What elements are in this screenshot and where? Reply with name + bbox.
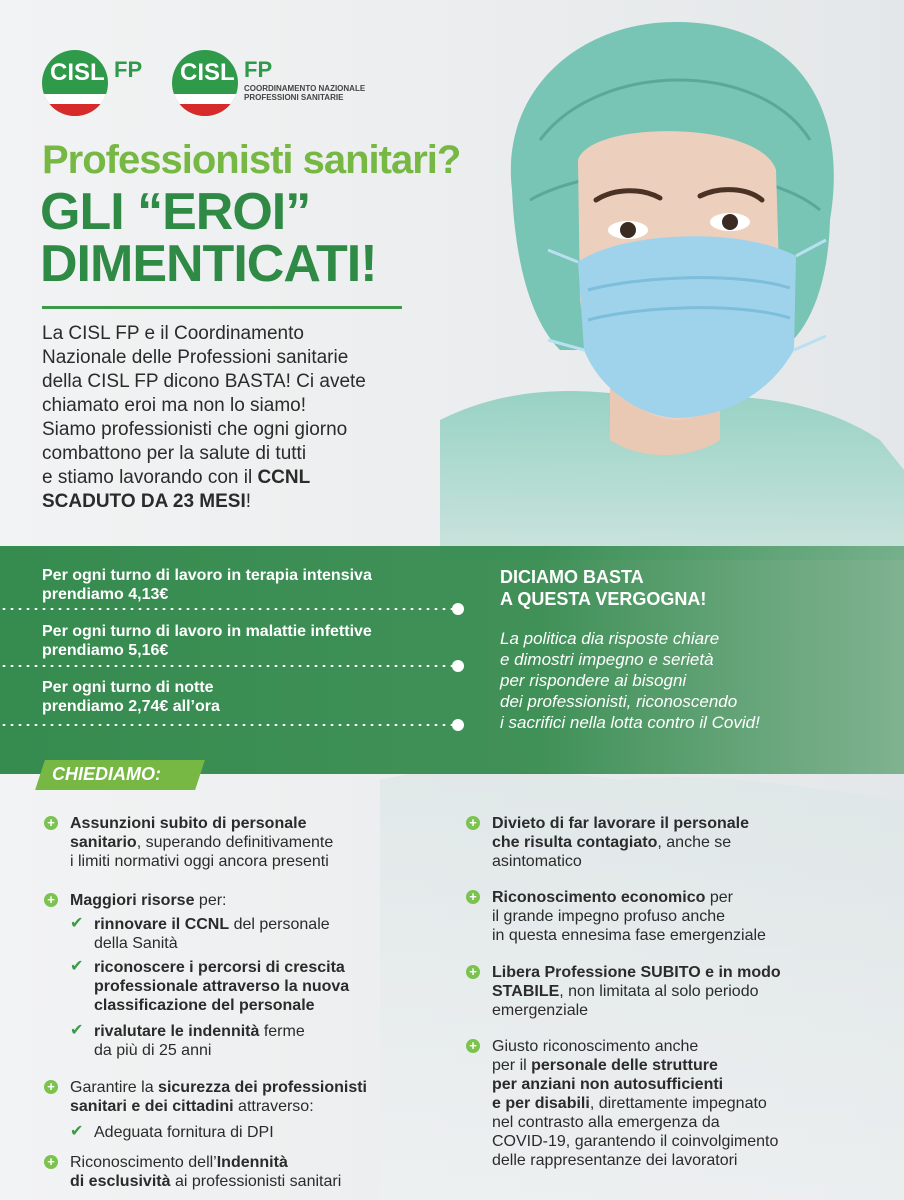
check-icon: ✔ — [70, 1022, 84, 1039]
dotted-divider — [0, 665, 456, 667]
logo-word: CISL — [50, 59, 105, 86]
headline-main: GLI “EROI” DIMENTICATI! — [40, 183, 377, 293]
plus-icon: + — [44, 1155, 58, 1169]
plus-icon: + — [466, 816, 480, 830]
plus-icon: + — [44, 816, 58, 830]
plus-icon: + — [44, 1080, 58, 1094]
dotted-divider — [0, 724, 456, 726]
request-riconoscimento-economico: Riconoscimento economico per il grande impegno profuso anche in questa ennesima fase emergenziale — [492, 889, 766, 944]
chiediamo-label: CHIEDIAMO: — [52, 764, 161, 784]
request-rinnovare-ccnl: rinnovare il CCNL del personale della Sanità — [94, 916, 330, 952]
divider-dot-icon — [452, 603, 464, 615]
request-assunzioni: Assunzioni subito di personale sanitario, superando definitivamente i limiti normativi oggi ancora presenti — [70, 815, 334, 870]
plus-icon: + — [466, 890, 480, 904]
request-sicurezza: Garantire la sicurezza dei professionisti sanitari e dei cittadini attraverso: — [70, 1079, 367, 1115]
request-indennita: rivalutare le indennità ferme da più di 25 anni — [94, 1023, 305, 1059]
cisl-fp-coordinamento-logo — [172, 40, 372, 120]
check-icon: ✔ — [70, 1123, 84, 1140]
basta-text: La politica dia risposte chiare e dimostri impegno e serietà per rispondere ai bisogni dei professionisti, riconoscendo i sacrifici nella lotta contro il Covid! — [500, 629, 760, 732]
intro-text: La CISL FP e il Coordinamento Nazionale delle Professioni sanitarie della CISL FP dicono BASTA! Ci avete chiamato eroi ma non lo siamo! Siamo professionisti che ogni giorno combattono per la salute di tutti e stiamo lavorando con il CCNL SCADUTO DA 23 MESI! — [42, 323, 366, 512]
logo-word: CISL — [180, 59, 235, 86]
divider-dot-icon — [452, 660, 464, 672]
plus-icon: + — [466, 1039, 480, 1053]
plus-icon: + — [44, 893, 58, 907]
rate-terapia-intensiva: Per ogni turno di lavoro in terapia intensiva prendiamo 4,13€ — [42, 567, 372, 603]
dotted-divider — [0, 608, 456, 610]
plus-icon: + — [466, 965, 480, 979]
cisl-fp-logo — [42, 40, 162, 120]
divider-dot-icon — [452, 719, 464, 731]
check-icon: ✔ — [70, 915, 84, 932]
headline-divider — [42, 306, 402, 309]
request-divieto-contagiati: Divieto di far lavorare il personale che risulta contagiato, anche se asintomatico — [492, 815, 749, 870]
request-dpi: Adeguata fornitura di DPI — [94, 1124, 274, 1141]
check-icon: ✔ — [70, 958, 84, 975]
logo-fp: FP — [114, 57, 143, 82]
rate-notte: Per ogni turno di notte prendiamo 2,74€ all’ora — [42, 679, 220, 715]
headline-question: Professionisti sanitari? — [42, 138, 461, 182]
logo-fp: FP — [244, 57, 273, 82]
request-libera-professione: Libera Professione SUBITO e in modo STABILE, non limitata al solo periodo emergenziale — [492, 964, 781, 1019]
request-risorse: Maggiori risorse per: — [70, 892, 227, 909]
logo-subtitle: COORDINAMENTO NAZIONALE PROFESSIONI SANITARIE — [244, 84, 366, 102]
request-strutture-anziani: Giusto riconoscimento anche per il personale delle strutture per anziani non autosufficienti e per disabili, direttamente impegnato nel contrasto alla emergenza da COVID-19, garantendo il coinvolgimento delle rappresentanze dei lavoratori — [492, 1038, 779, 1169]
rate-malattie-infettive: Per ogni turno di lavoro in malattie infettive prendiamo 5,16€ — [42, 623, 372, 659]
request-esclusivita: Riconoscimento dell’Indennità di esclusività ai professionisti sanitari — [70, 1154, 342, 1190]
basta-title: DICIAMO BASTA A QUESTA VERGOGNA! — [500, 567, 707, 609]
request-percorsi-crescita: riconoscere i percorsi di crescita professionale attraverso la nuova classificazione del personale — [94, 959, 350, 1014]
